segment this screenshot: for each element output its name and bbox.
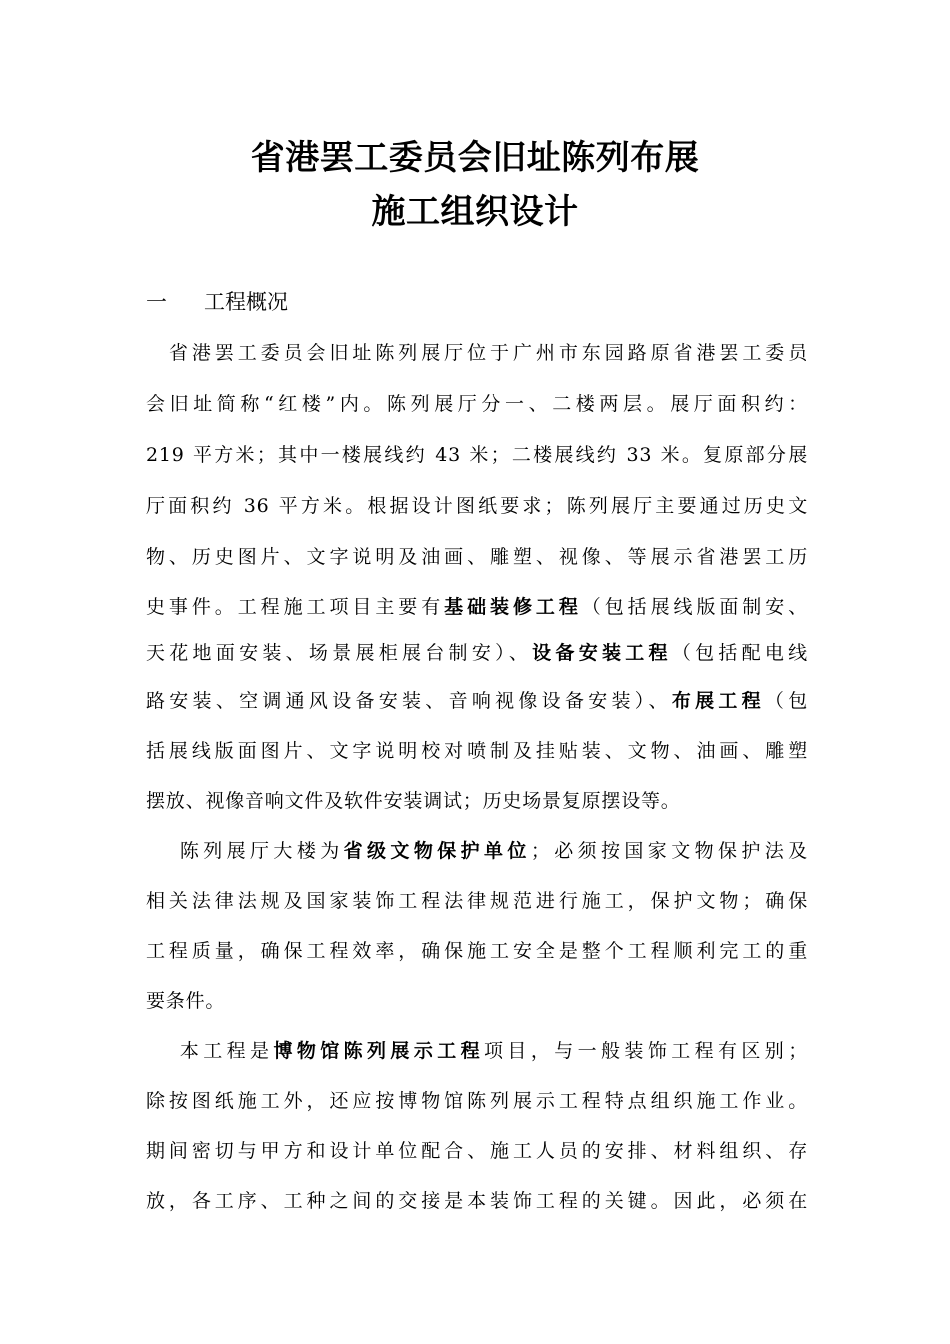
- text-run: 除按图纸施工外，还应按博物馆陈列展示工程特点组织施工作业。: [146, 1090, 808, 1112]
- body-line: [146, 1186, 808, 1216]
- body-line: [146, 1036, 808, 1066]
- text-run: 路安装、空调通风设备安装、音响视像设备安装）、: [146, 690, 672, 712]
- section-number: 一: [146, 290, 167, 314]
- body-line: [146, 440, 808, 470]
- body-line: [146, 786, 808, 813]
- bold-term: 布展工程: [671, 690, 765, 712]
- document-title-line-1: 省港罢工委员会旧址陈列布展: [250, 138, 700, 178]
- body-line: [146, 686, 808, 716]
- text-run: 陈列展厅大楼为: [146, 840, 344, 862]
- text-run: 括展线版面图片、文字说明校对喷制及挂贴装、文物、油画、雕塑: [146, 740, 808, 762]
- bold-term: 省级文物保护单位: [343, 840, 531, 862]
- text-run: 219 平方米；其中一楼展线约 43 米；二楼展线约 33 米。复原部分展: [146, 444, 808, 466]
- text-run: 本工程是: [146, 1040, 274, 1062]
- section-title: 工程概况: [204, 290, 288, 314]
- body-line: [146, 491, 808, 521]
- text-run: 摆放、视像音响文件及软件安装调试；历史场景复原摆设等。: [146, 790, 681, 812]
- body-line: [146, 338, 808, 368]
- text-run: 放，各工序、工种之间的交接是本装饰工程的关键。因此，必须在: [146, 1190, 808, 1212]
- text-run: 物、历史图片、文字说明及油画、雕塑、视像、等展示省港罢工历: [146, 546, 808, 568]
- text-run: （包: [764, 690, 808, 712]
- text-run: 史事件。工程施工项目主要有: [146, 596, 445, 618]
- document-title-line-2: 施工组织设计: [371, 192, 579, 232]
- text-run: （包括配电线: [671, 642, 808, 664]
- text-run: 工程质量，确保工程效率，确保施工安全是整个工程顺利完工的重: [146, 940, 808, 962]
- bold-term: 基础装修工程: [444, 596, 582, 618]
- body-line: [146, 542, 808, 572]
- body-line: [146, 836, 808, 866]
- body-line: [146, 736, 808, 766]
- bold-term: 设备安装工程: [532, 642, 672, 664]
- body-line: [146, 592, 808, 622]
- text-run: 省港罢工委员会旧址陈列展厅位于广州市东园路原省港罢工委员: [146, 342, 808, 364]
- text-run: 天花地面安装、场景展柜展台制安）、: [146, 642, 533, 664]
- body-line: [146, 1086, 808, 1116]
- body-line: [146, 986, 808, 1013]
- section-heading: [146, 286, 288, 316]
- body-line: [146, 638, 808, 668]
- text-run: 要条件。: [146, 990, 226, 1012]
- text-run: 相关法律法规及国家装饰工程法律规范进行施工，保护文物；确保: [146, 890, 808, 912]
- text-run: ；必须按国家文物保护法及: [530, 840, 808, 862]
- body-line: [146, 1136, 808, 1166]
- body-line: [146, 936, 808, 966]
- body-line: [146, 389, 808, 419]
- text-run: 项目，与一般装饰工程有区别；: [484, 1040, 808, 1062]
- text-run: 厅面积约 36 平方米。根据设计图纸要求；陈列展厅主要通过历史文: [146, 495, 808, 517]
- body-line: [146, 886, 808, 916]
- text-run: 期间密切与甲方和设计单位配合、施工人员的安排、材料组织、存: [146, 1140, 808, 1162]
- text-run: 会旧址简称“红楼”内。陈列展厅分一、二楼两层。展厅面积约：: [146, 393, 808, 415]
- bold-term: 博物馆陈列展示工程: [273, 1040, 485, 1062]
- text-run: （包括展线版面制安、: [581, 596, 808, 618]
